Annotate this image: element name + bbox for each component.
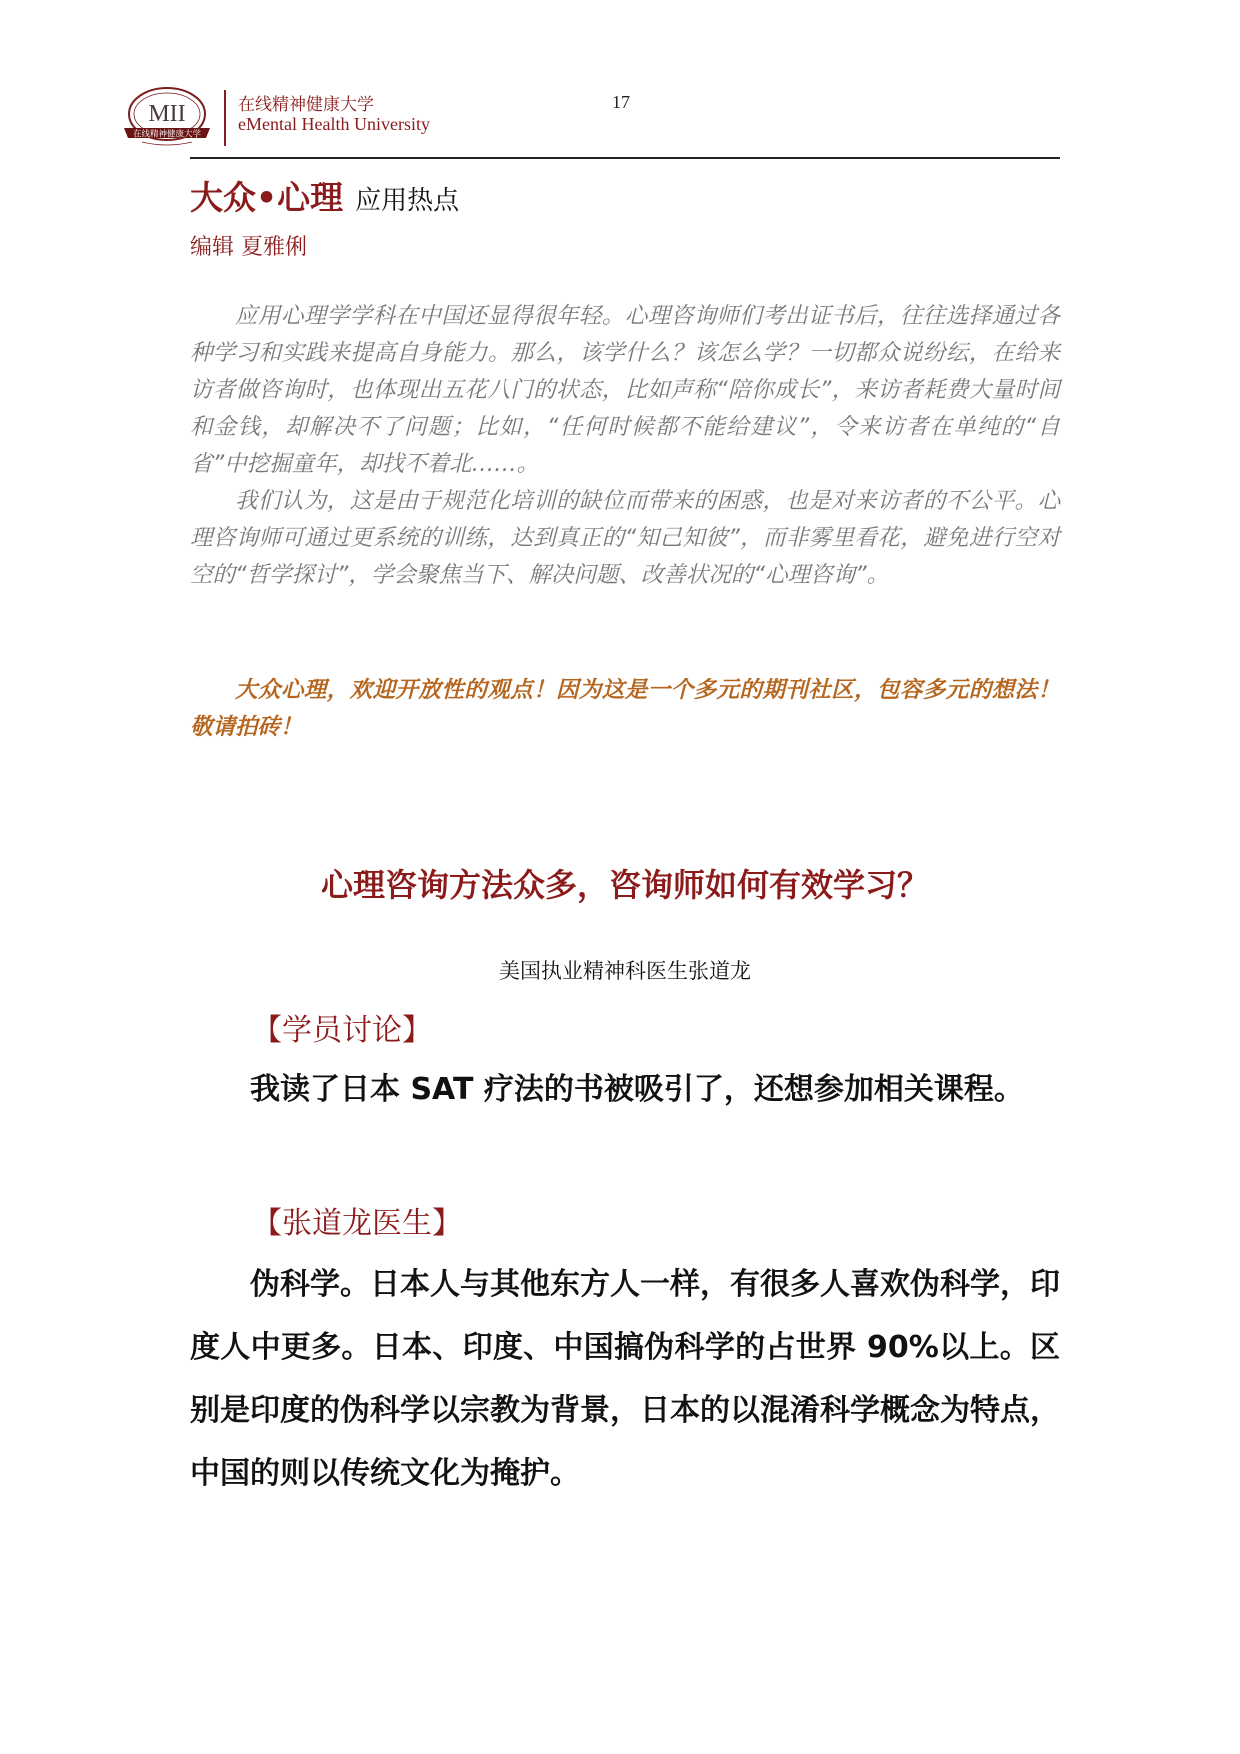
page-number: 17 xyxy=(612,92,630,112)
university-name-cn: 在线精神健康大学 xyxy=(238,95,374,115)
section-label-student: 【学员讨论】 xyxy=(252,1013,432,1048)
intro-paragraph: 应用心理学学科在中国还显得很年轻。心理咨询师们考出证书后，往往选择通过各种学习和实践来提高自身能力。那么，该学什么？该怎么学？一切都众说纷纭，在给来访者做咨询时，也体现出五花八门的状态，比如声称“陪你成长”，来访者耗费大量时间和金钱，却解决不了问题；比如，“任何时候都不能给建议”，令来访者在单纯的“自省”中挖掘童年，却找不着北……。 xyxy=(190,303,1060,477)
invitation-text: 大众心理，欢迎开放性的观点！因为这是一个多元的期刊社区，包容多元的想法！敬请拍砖！ xyxy=(190,677,1060,740)
university-logo xyxy=(120,84,214,150)
article-title: 心理咨询方法众多，咨询师如何有效学习？ xyxy=(320,866,929,904)
header-vertical-divider xyxy=(224,90,226,146)
article-author: 美国执业精神科医生张道龙 xyxy=(499,959,751,983)
column-title-main: 大众•心理 xyxy=(190,178,344,217)
section-label-doctor: 【张道龙医生】 xyxy=(252,1206,462,1241)
section-text-doctor: 伪科学。日本人与其他东方人一样，有很多人喜欢伪科学，印度人中更多。日本、印度、中国搞伪科学的占世界 90%以上。区别是印度的伪科学以宗教为背景，日本的以混淆科学概念为特点，中国的则以传统文化为掩护。 xyxy=(190,1267,1060,1491)
intro-paragraph: 我们认为，这是由于规范化培训的缺位而带来的困惑，也是对来访者的不公平。心理咨询师可通过更系统的训练，达到真正的“知己知彼”，而非雾里看花，避免进行空对空的“哲学探讨”，学会聚焦当下、解决问题、改善状况的“心理咨询”。 xyxy=(190,488,1060,588)
page-header xyxy=(120,84,1060,156)
university-name-en: eMental Health University xyxy=(238,114,430,134)
logo-ribbon-text: 在线精神健康大学 xyxy=(132,129,202,140)
column-title xyxy=(190,172,459,219)
header-rule xyxy=(190,157,1060,159)
intro-text xyxy=(190,298,1060,594)
section-text-student: 我读了日本 SAT 疗法的书被吸引了，还想参加相关课程。 xyxy=(250,1072,1024,1107)
logo-monogram: MII xyxy=(148,101,186,127)
editor-credit: 编辑 夏雅俐 xyxy=(190,235,307,260)
column-title-sub: 应用热点 xyxy=(355,186,460,216)
